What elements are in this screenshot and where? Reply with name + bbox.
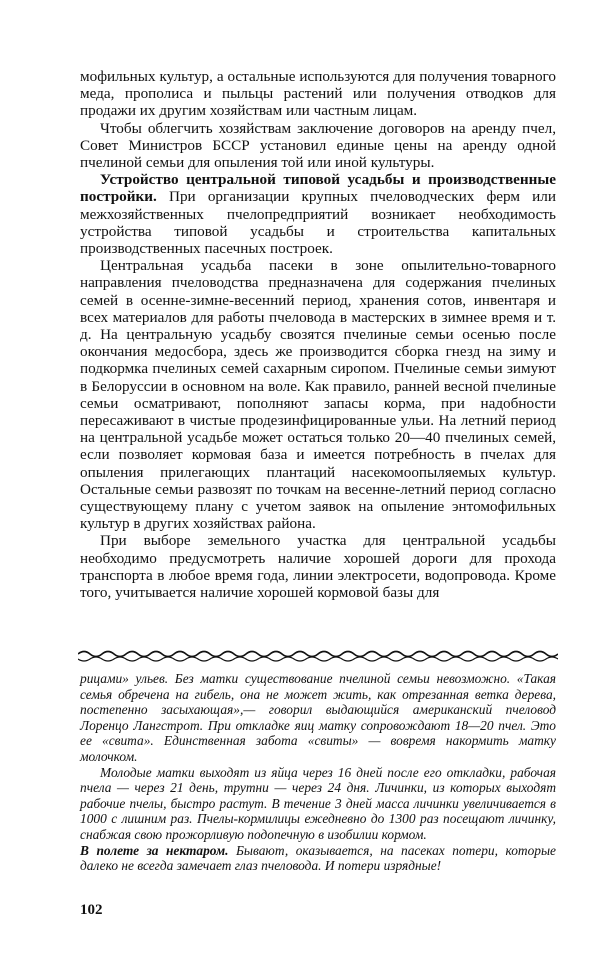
page-number: 102 [80, 902, 103, 918]
footnote-heading: В полете за нектаром. [80, 842, 229, 858]
paragraph-1-line-1: мофильных культур, а остальные используются для получения [80, 68, 488, 85]
main-text-block [80, 68, 556, 601]
paragraph-5: При выборе земельного участка для центральной усадьбы необходимо предусмотреть наличие хорошей дороги для прохода транспорта в любое время года, линии электросети, водопровода. Кроме того, учитывается наличие хорошей кормовой базы для [80, 532, 556, 602]
paragraph-4: Центральная усадьба пасеки в зоне опылительно-товарного направления пчеловодства предназначена для содержания пчелиных семей в осенне-зимне-весенний период, хранения сотов, инвентаря и всех материалов для работы пчеловода в мастерских в зимнее время и т. д. На центральную усадьбу свозятся пчелиные семьи осенью после окончания медосбора, здесь же производится сборка гнезд на зиму и подкормка пчелиных семей сахарным сиропом. Пчелиные семьи зимуют в Белоруссии в основном на воле. Как правило, ранней весной пчелиные семьи осматривают, пополняют запасы корма, при надобности пересаживают в чистые продезинфицированные ульи. На летний период на центральной усадьбе может остаться только 20—40 пчелиных семей, если позволяет кормовая база и имеется потребность в пчелах для опыления прилегающих плантаций насекомоопыляемых культур. Остальные семьи развозят по точкам на весенне-летний период согласно существующему плану с учетом заявок на опыление энтомофильных культур в других хозяйствах района. [80, 257, 556, 533]
footnote-paragraph-1: рицами» ульев. Без матки существование пчелиной семьи невозможно. «Такая семья обречена на гибель, она не может жить, как отрезанная ветка дерева, постепенно засыхающая»,— говорил выдающийся американский пчеловод Лоренцо Лангстрот. При откладке яиц матку сопровождают 18—20 пчел. Это ее «свита». Единственная забота «свиты» — вовремя накормить матку молочком. [80, 671, 556, 764]
section-heading: Устройство центральной типовой усадьбы и производственные постройки. [80, 171, 556, 206]
paragraph-3-text: При организации крупных пчеловодческих ферм или межхозяйственных пчелопредприятий возникает необходимость устройства типовой усадьбы и строительства капитальных производственных пасечных построек. [80, 188, 556, 258]
footnote-paragraph-3-text: Бывают, оказывается, на пасеках потери, которые далеко не всегда замечает глаз пчеловода. И потери изрядные! [80, 842, 556, 874]
paragraph-1-continued: товарного меда, прополиса и пыльцы растений или получения отводков для продажи их другим хозяйствам или частным лицам. [80, 68, 556, 120]
footnote-block [80, 671, 556, 874]
paragraph-1 [80, 68, 556, 120]
wavy-divider [78, 648, 558, 664]
paragraph-3 [80, 171, 556, 257]
paragraph-2: Чтобы облегчить хозяйствам заключение договоров на аренду пчел, Совет Министров БССР установил единые цены на аренду одной пчелиной семьи для опыления той или иной культуры. [80, 119, 556, 172]
footnote-paragraph-2: Молодые матки выходят из яйца через 16 дней после его откладки, рабочая пчела — через 21 день, трутни — через 24 дня. Личинки, из которых выходят рабочие пчелы, быстро растут. В течение 3 дней масса личинки увеличивается в 1000 с лишним раз. Пчелы-кормилицы ежедневно до 1300 раз посещают личинку, снабжая свою прожорливую подопечную в изобилии кормом. [80, 764, 556, 842]
footnote-paragraph-3 [80, 843, 556, 874]
